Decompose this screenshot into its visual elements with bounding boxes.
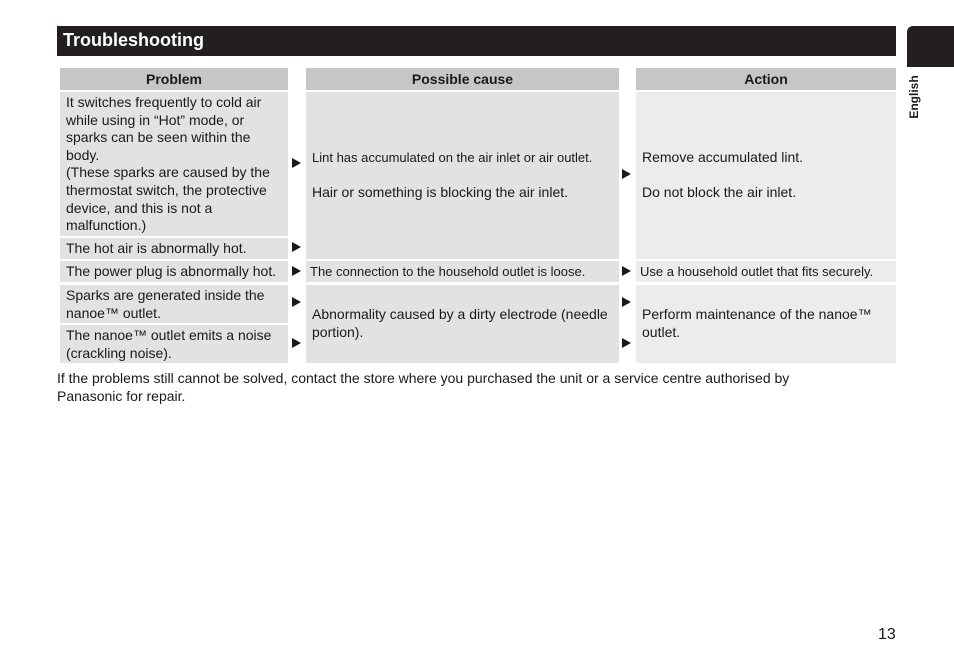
action-cell [636,92,896,259]
action-cell: Use a household outlet that fits securely. [636,261,896,282]
cause-cell [306,285,619,363]
cause-text: Lint has accumulated on the air inlet or air outlet. [312,150,593,166]
footer-note: If the problems still cannot be solved, contact the store where you purchased the unit or a service centre authorised by Panasonic for repair. [57,370,790,404]
problem-cell: Sparks are generated inside the nanoe™ outlet. [60,285,288,323]
section-title: Troubleshooting [63,30,204,50]
arrow-icon [292,297,301,307]
cause-cell [306,92,619,259]
arrow-icon [622,169,631,179]
problem-cell: The hot air is abnormally hot. [60,238,288,259]
header-problem: Problem [60,68,288,90]
action-text: Remove accumulated lint. [642,149,804,166]
cause-text: Abnormality caused by a dirty electrode (needle portion). [312,306,608,340]
action-text: Do not block the air inlet. [642,184,797,200]
arrow-icon [292,242,301,252]
cause-text: Hair or something is blocking the air inlet. [312,184,569,200]
problem-cell: The nanoe™ outlet emits a noise (crackling noise). [60,325,288,363]
problem-cell: It switches frequently to cold air while using in “Hot” mode, or sparks can be seen within the body. (These sparks are caused by the thermostat switch, the protective device, and this is not a malfunction.) [60,92,288,236]
arrow-icon [292,266,301,276]
arrow-icon [292,158,301,168]
arrow-icon [622,338,631,348]
language-tab [907,26,954,67]
arrow-icon [622,266,631,276]
problem-cell: The power plug is abnormally hot. [60,261,288,282]
action-text: Perform maintenance of the nanoe™ outlet. [642,306,872,340]
arrow-icon [292,338,301,348]
header-cause: Possible cause [306,68,619,90]
header-action: Action [636,68,896,90]
language-label: English [907,75,921,119]
arrow-icon [622,297,631,307]
section-title-bar [57,26,896,56]
page-number: 13 [878,626,896,643]
cause-cell: The connection to the household outlet is loose. [306,261,619,282]
action-cell [636,285,896,363]
